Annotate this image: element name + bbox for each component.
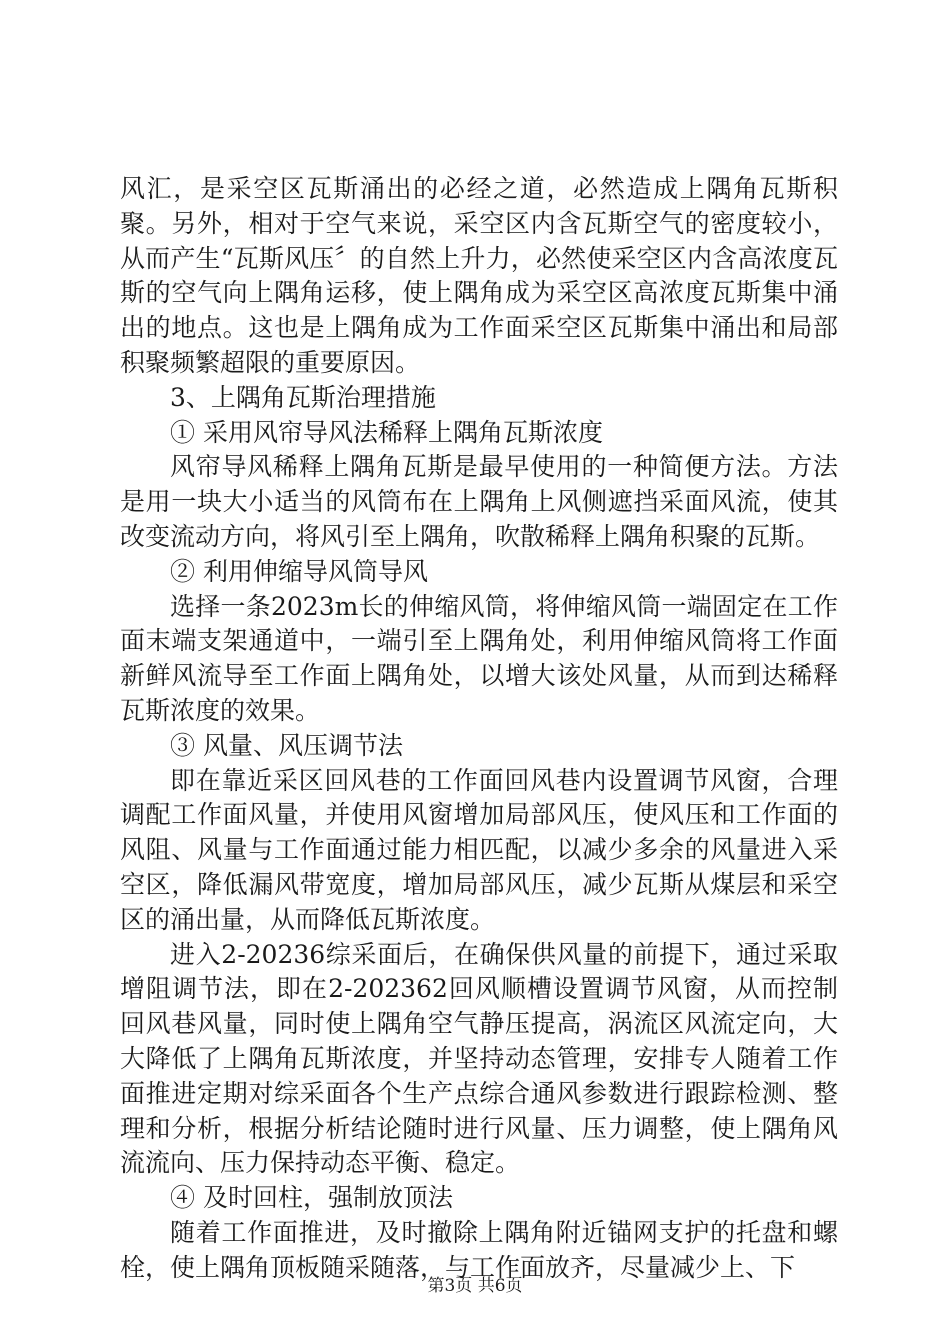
paragraph: 选择一条2023m长的伸缩风筒，将伸缩风筒一端固定在工作面末端支架通道中，一端引至上隅角处，利用伸缩风筒将工作面新鲜风流导至工作面上隅角处，以增大该处风量，从而到达稀释瓦斯浓度的效果。 bbox=[120, 591, 838, 725]
document-body bbox=[120, 172, 838, 1286]
paragraph-continuation: 风汇，是采空区瓦斯涌出的必经之道，必然造成上隅角瓦斯积聚。另外，相对于空气来说，采空区内含瓦斯空气的密度较小，从而产生“瓦斯风压〞的自然上升力，必然使采空区内含高浓度瓦斯的空气向上隅角运移，使上隅角成为采空区高浓度瓦斯集中涌出的地点。这也是上隅角成为工作面采空区瓦斯集中涌出和局部积聚频繁超限的重要原因。 bbox=[120, 174, 838, 377]
subheading-4: ④ 及时回柱，强制放顶法 bbox=[170, 1183, 453, 1213]
subheading-2: ② 利用伸缩导风筒导风 bbox=[170, 556, 428, 586]
subheading-3: ③ 风量、风压调节法 bbox=[170, 730, 403, 760]
page-footer: 第3页 共6页 bbox=[427, 1276, 523, 1296]
paragraph: 风帘导风稀释上隅角瓦斯是最早使用的一种简便方法。方法是用一块大小适当的风筒布在上隅角上风侧遮挡采面风流，使其改变流动方向，将风引至上隅角，吹散稀释上隅角积聚的瓦斯。 bbox=[120, 452, 838, 551]
section-heading: 3、上隅角瓦斯治理措施 bbox=[170, 382, 436, 412]
paragraph: 即在靠近采区回风巷的工作面回风巷内设置调节风窗，合理调配工作面风量，并使用风窗增加局部风压，使风压和工作面的风阻、风量与工作面通过能力相匹配，以减少多余的风量进入采空区，降低漏风带宽度，增加局部风压，减少瓦斯从煤层和采空区的涌出量，从而降低瓦斯浓度。 bbox=[120, 765, 838, 934]
paragraph: 随着工作面推进，及时撤除上隅角附近锚网支护的托盘和螺栓，使上隅角顶板随采随落，与工作面放齐，尽量减少上、下 bbox=[120, 1217, 838, 1282]
paragraph: 进入2-20236综采面后，在确保供风量的前提下，通过采取增阻调节法，即在2-202362回风顺槽设置调节风窗，从而控制回风巷风量，同时使上隅角空气静压提高，涡流区风流定向，大大降低了上隅角瓦斯浓度，并坚持动态管理，安排专人随着工作面推进定期对综采面各个生产点综合通风参数进行跟踪检测、整理和分析，根据分析结论随时进行风量、压力调整，使上隅角风流流向、压力保持动态平衡、稳定。 bbox=[120, 939, 838, 1178]
subheading-1: ① 采用风帘导风法稀释上隅角瓦斯浓度 bbox=[170, 417, 603, 447]
